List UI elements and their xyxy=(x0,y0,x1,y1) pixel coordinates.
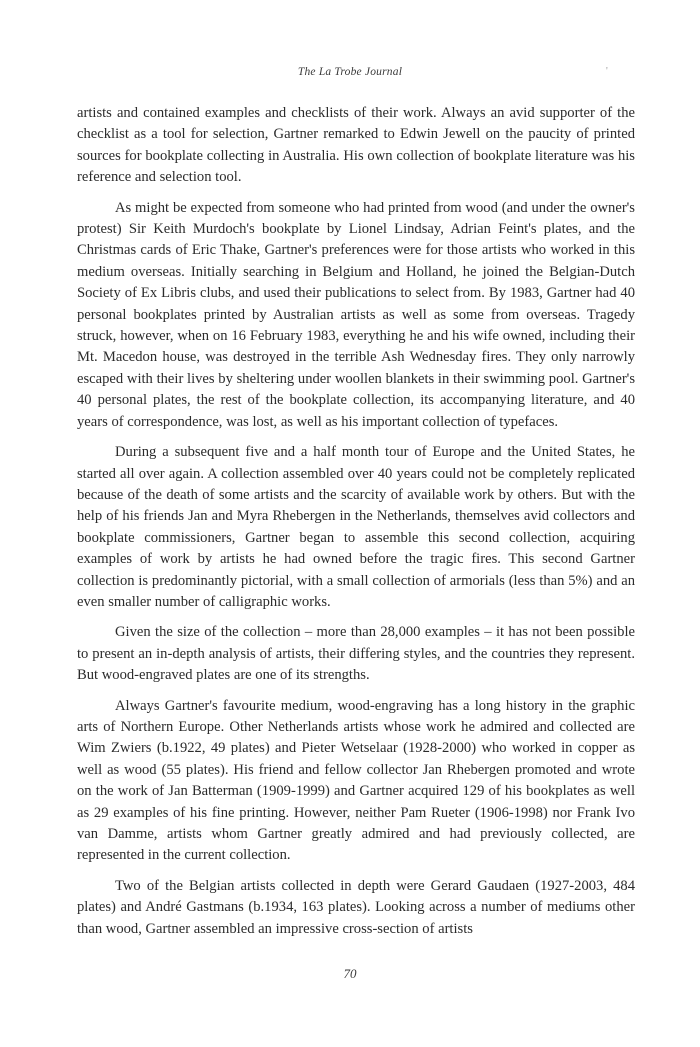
header-stray-mark: ' xyxy=(606,66,608,77)
paragraph-1: artists and contained examples and checklists of their work. Always an avid supporter of the checklist as a tool for selection, Gartner remarked to Edwin Jewell on the paucity of printed sources for bookplate collecting in Australia. His own collection of bookplate literature was his reference and selection tool. xyxy=(77,105,635,186)
running-header: The La Trobe Journal xyxy=(297,66,403,78)
paragraph-3: During a subsequent five and a half month tour of Europe and the United States, he started all over again. A collection assembled over 40 years could not be completely replicated because of the death of some artists and the scarcity of available work by others. But with the help of his friends Jan and Myra Rhebergen in the Netherlands, themselves avid collectors and bookplate commissioners, Gartner began to assemble this second collection, acquiring examples of work by artists he had owned before the tragic fires. This second Gartner collection is predominantly pictorial, with a small collection of armorials (less than 5%) and an even smaller number of calligraphic works. xyxy=(77,444,635,610)
paragraph-6: Two of the Belgian artists collected in depth were Gerard Gaudaen (1927-2003, 484 plates) and André Gastmans (b.1934, 163 plates). Looking across a number of mediums other than wood, Gartner assembled an impressive cross-section of artists xyxy=(77,877,635,937)
paragraph-4: Given the size of the collection – more than 28,000 examples – it has not been possible to present an in-depth analysis of artists, their differing styles, and the countries they represent. But wood-engraved plates are one of its strengths. xyxy=(77,624,635,684)
page-number: 70 xyxy=(343,966,357,981)
paragraph-5: Always Gartner's favourite medium, wood-engraving has a long history in the graphic arts of Northern Europe. Other Netherlands artists whose work he admired and collected are Wim Zwiers (b.1922, 49 plates) and Pieter Wetselaar (1928-2000) who worked in copper as well as wood (55 plates). His friend and fellow collector Jan Rhebergen promoted and wrote on the work of Jan Batterman (1909-1999) and Gartner acquired 129 of his bookplates as well as 29 examples of his fine printing. However, neither Pam Rueter (1906-1998) nor Frank Ivo van Damme, artists whom Gartner greatly admired and had previously collected, are represented in the current collection. xyxy=(77,697,635,864)
article-body xyxy=(77,103,635,949)
paragraph-2: As might be expected from someone who had printed from wood (and under the owner's protest) Sir Keith Murdoch's bookplate by Lionel Lindsay, Adrian Feint's plates, and the Christmas cards of Eric Thake, Gartner's preferences were for those artists who worked in this medium overseas. Initially searching in Belgium and Holland, he joined the Belgian-Dutch Society of Ex Libris clubs, and used their publications to select from. By 1983, Gartner had 40 personal bookplates printed by Australian artists as well as some from overseas. Tragedy struck, however, when on 16 February 1983, everything he and his wife owned, including their Mt. Macedon house, was destroyed in the terrible Ash Wednesday fires. They only narrowly escaped with their lives by sheltering under woollen blankets in their swimming pool. Gartner's 40 personal plates, the rest of the bookplate collection, its accompanying literature, and 40 years of correspondence, was lost, as well as his important collection of typefaces. xyxy=(77,199,635,430)
